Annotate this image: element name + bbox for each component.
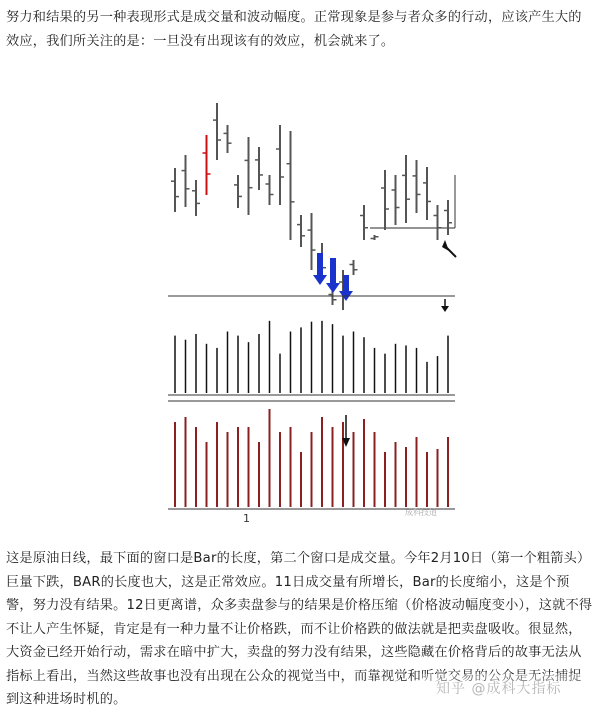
blue-arrow bbox=[326, 258, 340, 293]
intro-paragraph: 努力和结果的另一种表现形式是成交量和波动幅度。正常现象是参与者众多的行动，应该产生大的效应，我们所关注的是：一旦没有出现该有的效应，机会就来了。 bbox=[6, 10, 582, 49]
blue-arrow bbox=[313, 253, 327, 285]
volume-down-arrow bbox=[441, 299, 449, 312]
figure-watermark: 成科技道 bbox=[405, 508, 437, 517]
price-panel bbox=[171, 103, 452, 310]
watermark-text: 知乎 @成科大指标 bbox=[436, 681, 562, 697]
price-volume-figure bbox=[150, 95, 470, 525]
blue-arrow bbox=[339, 275, 353, 301]
range-panel bbox=[175, 409, 448, 507]
x-axis-tick-label: 1 bbox=[243, 512, 250, 525]
explanation-paragraph: 这是原油日线，最下面的窗口是Bar的长度，第二个窗口是成交量。今年2月10日（第一个粗箭头）巨量下跌，BAR的长度也大，这是正常效应。11日成交量有所增长，Bar的长度缩小，这是个预警，努力没有结果。12日更离谱，众多卖盘参与的结果是价格压缩（价格波动幅度变小），这就不得不让人产生怀疑，肯定是有一种力量不让价格跌，而不让价格跌的做法就是把卖盘吸收。很显然，大资金已经开始行动，需求在暗中扩大，卖盘的努力没有结果，这些隐藏在价格背后的故事无法从指标上看出，当然这些故事也没有出现在公众的视觉当中，而靠视觉和听觉交易的公众是无法捕捉到这种进场时机的。 bbox=[6, 551, 593, 707]
price-pointer-arrow bbox=[442, 240, 456, 257]
volume-panel bbox=[175, 321, 448, 393]
